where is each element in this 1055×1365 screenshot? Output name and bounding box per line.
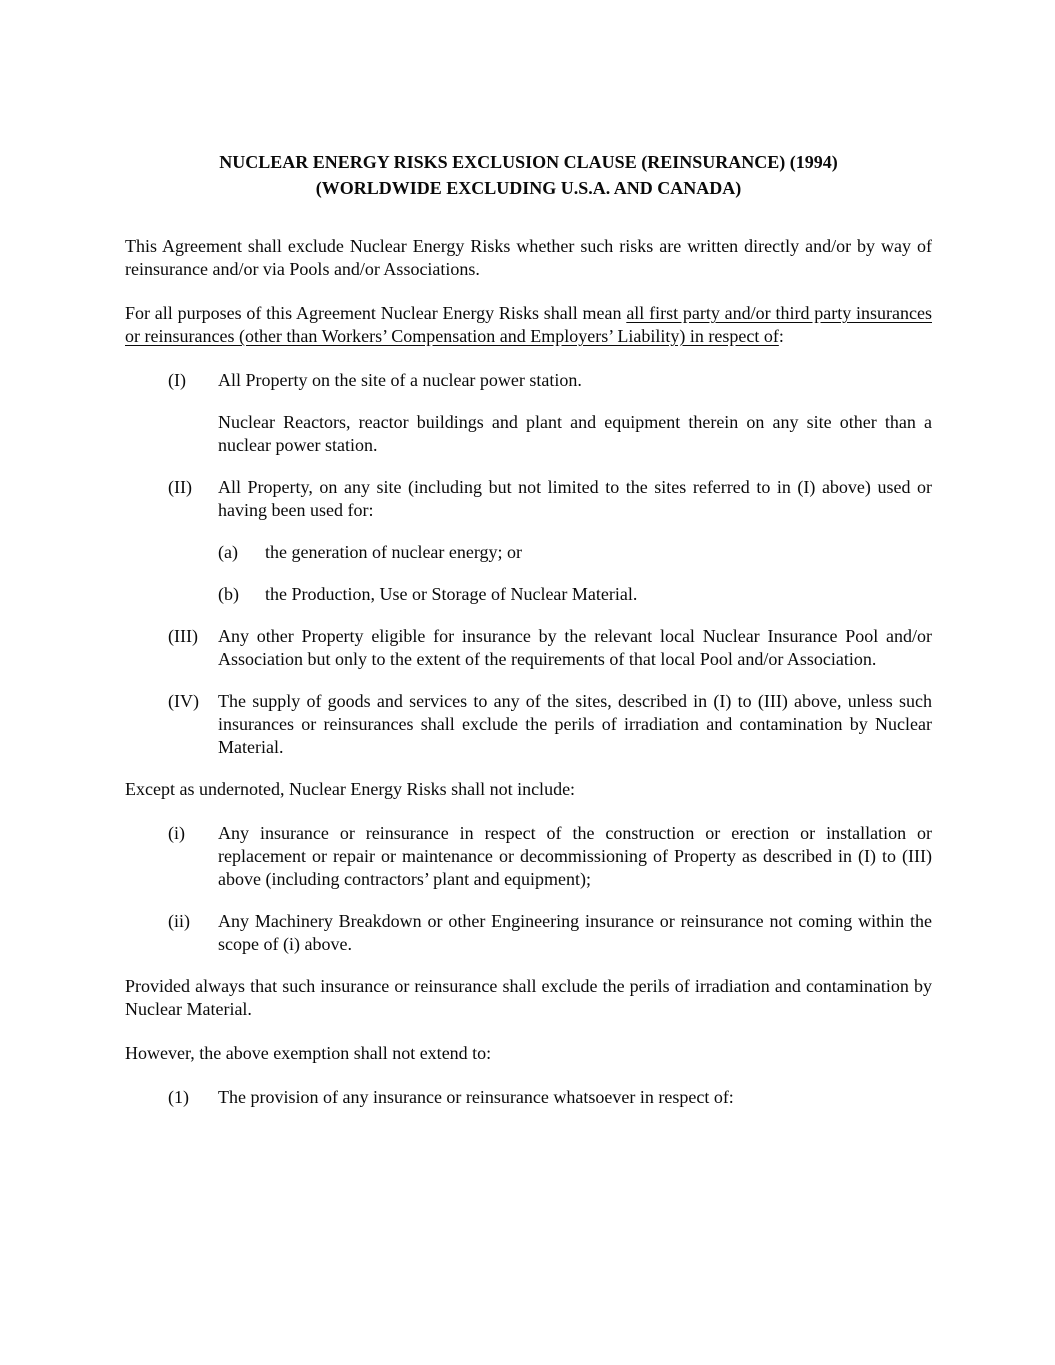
title-line-1: NUCLEAR ENERGY RISKS EXCLUSION CLAUSE (REINSURANCE) (1994)	[219, 152, 838, 172]
intro-paragraph-2-tail: :	[778, 326, 784, 346]
intro-paragraph-2	[125, 302, 932, 348]
clause-item-III	[125, 625, 932, 671]
clause-text-III: Any other Property eligible for insurance by the relevant local Nuclear Insurance Pool and/or Association but only to the extent of the requirements of that local Pool and/or Association.	[218, 626, 932, 669]
clause-text-b: the Production, Use or Storage of Nuclear Material.	[265, 584, 638, 604]
provided-paragraph: Provided always that such insurance or reinsurance shall exclude the perils of irradiation and contamination by Nuclear Material.	[125, 976, 932, 1019]
clause-text-I: All Property on the site of a nuclear power station.	[218, 370, 582, 390]
clause-marker-b: (b)	[218, 584, 239, 604]
extension-text-1: The provision of any insurance or reinsurance whatsoever in respect of:	[218, 1087, 734, 1107]
clause-item-II-b	[125, 583, 932, 606]
extension-item-1	[125, 1086, 932, 1109]
intro-paragraph-2-underlined: all first party and/or third party insurances or reinsurances (other than Workers’ Compensation and Employers’ Liability) in respect of	[125, 303, 932, 346]
clause-text-I-continuation: Nuclear Reactors, reactor buildings and plant and equipment therein on any site other than a nuclear power station.	[218, 412, 932, 455]
title-line-2: (WORLDWIDE EXCLUDING U.S.A. AND CANADA)	[315, 178, 742, 198]
clause-marker-II: (II)	[168, 477, 192, 497]
clause-item-II	[125, 476, 932, 522]
document-title	[125, 149, 932, 201]
exclusion-item-i	[125, 822, 932, 891]
intro-paragraph-1: This Agreement shall exclude Nuclear Energy Risks whether such risks are written directly and/or by way of reinsurance and/or via Pools and/or Associations.	[125, 236, 932, 279]
exclusion-text-i: Any insurance or reinsurance in respect of the construction or erection or installation or replacement or repair or maintenance or decommissioning of Property as described in (I) to (III) above (including contractors’ plant and equipment);	[218, 823, 932, 889]
clause-text-a: the generation of nuclear energy; or	[265, 542, 523, 562]
intro-paragraph-2-lead: For all purposes of this Agreement Nuclear Energy Risks shall mean	[125, 303, 627, 323]
document-content	[125, 149, 932, 1128]
clause-item-II-a	[125, 541, 932, 564]
clause-marker-a: (a)	[218, 542, 238, 562]
clause-text-IV: The supply of goods and services to any of the sites, described in (I) to (III) above, unless such insurances or reinsurances shall exclude the perils of irradiation and contamination by Nuclear Material.	[218, 691, 932, 757]
however-paragraph: However, the above exemption shall not extend to:	[125, 1043, 492, 1063]
clause-marker-I: (I)	[168, 370, 186, 390]
extension-marker-1: (1)	[168, 1087, 189, 1107]
exclusion-marker-ii: (ii)	[168, 911, 190, 931]
clause-item-I-continuation	[125, 411, 932, 457]
clause-item-IV	[125, 690, 932, 759]
clause-marker-IV: (IV)	[168, 691, 199, 711]
except-paragraph: Except as undernoted, Nuclear Energy Risks shall not include:	[125, 779, 576, 799]
clause-item-I	[125, 369, 932, 392]
exclusion-marker-i: (i)	[168, 823, 185, 843]
exclusion-text-ii: Any Machinery Breakdown or other Engineering insurance or reinsurance not coming within the scope of (i) above.	[218, 911, 932, 954]
clause-text-II: All Property, on any site (including but not limited to the sites referred to in (I) above) used or having been used for:	[218, 477, 932, 520]
clause-marker-empty	[168, 411, 218, 457]
clause-marker-III: (III)	[168, 626, 198, 646]
exclusion-item-ii	[125, 910, 932, 956]
